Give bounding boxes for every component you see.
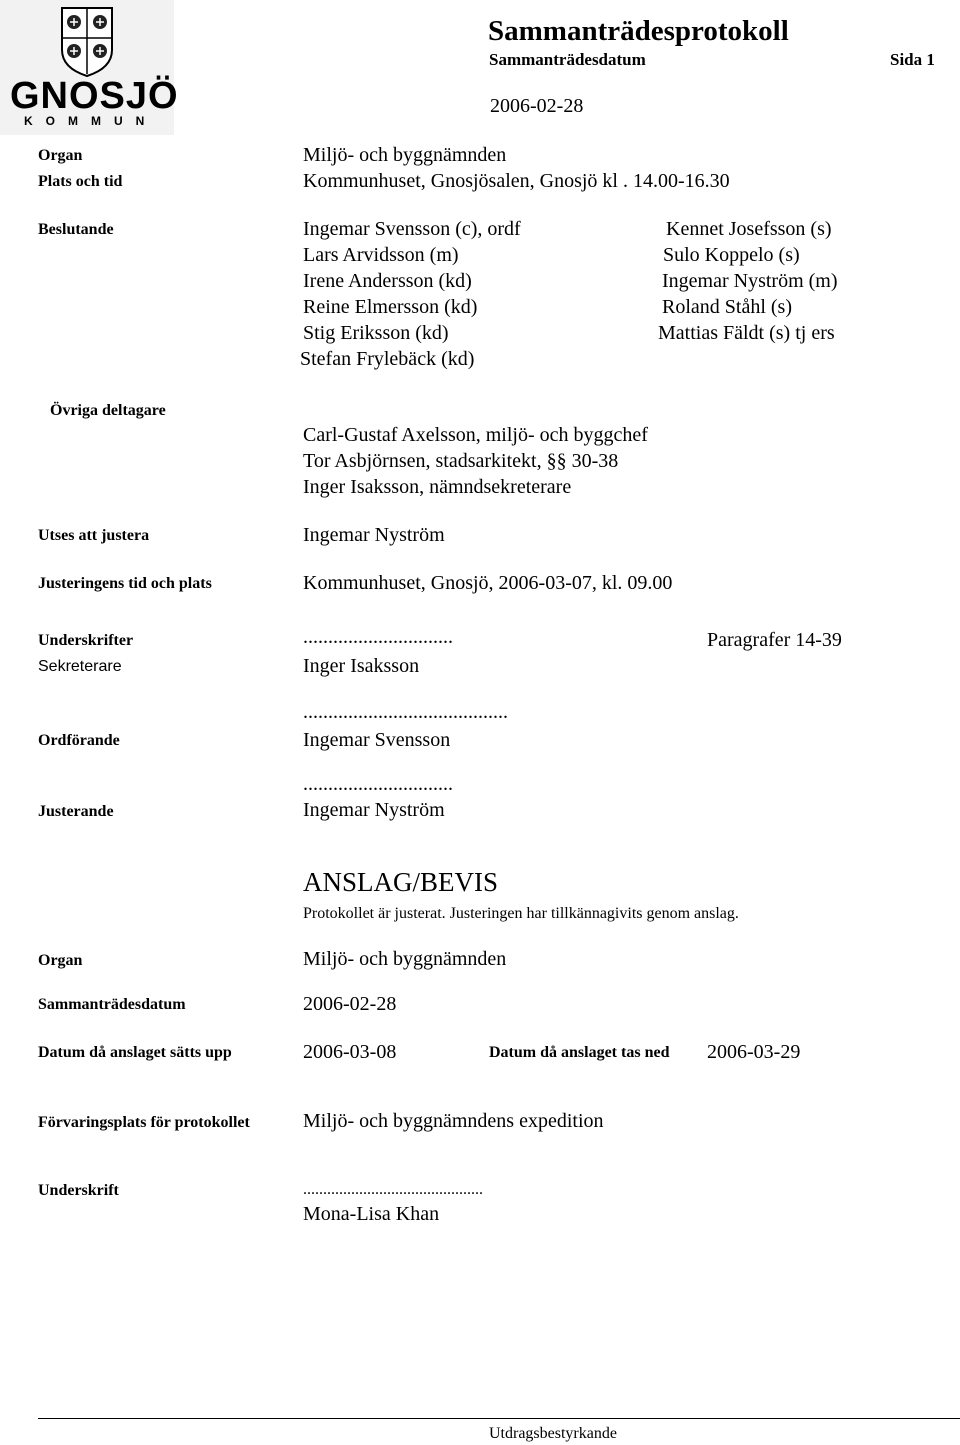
chair-name: Ingemar Svensson [303, 729, 451, 751]
secretary-label: Sekreterare [38, 658, 122, 675]
adjuster-signature-label: Justerande [38, 803, 114, 820]
secretary-signature-line: .............................. [303, 626, 453, 648]
storage-label: Förvaringsplats för protokollet [38, 1114, 250, 1131]
place-value: Kommunhuset, Gnosjösalen, Gnosjö kl . 14.00-16.30 [303, 170, 730, 192]
adjustment-time-value: Kommunhuset, Gnosjö, 2006-03-07, kl. 09.00 [303, 572, 673, 594]
adjuster-value: Ingemar Nyström [303, 524, 445, 546]
organ-label: Organ [38, 147, 83, 164]
other-participant: Tor Asbjörnsen, stadsarkitekt, §§ 30-38 [303, 450, 619, 472]
decision-maker: Sulo Koppelo (s) [663, 244, 800, 266]
decision-maker: Roland Ståhl (s) [662, 296, 792, 318]
notice-title: ANSLAG/BEVIS [303, 867, 499, 897]
signature-name: Mona-Lisa Khan [303, 1203, 440, 1225]
adjuster-signature-line: .............................. [303, 773, 453, 795]
adjuster-signature-name: Ingemar Nyström [303, 799, 445, 821]
signatures-label: Underskrifter [38, 632, 134, 649]
logo-brand: GNOSJÖ [10, 75, 179, 117]
logo-subtitle: KOMMUN [24, 114, 158, 128]
notice-date-value: 2006-02-28 [303, 993, 397, 1015]
chair-signature-line: ......................................... [303, 701, 508, 723]
storage-value: Miljö- och byggnämndens expedition [303, 1110, 604, 1132]
place-label: Plats och tid [38, 173, 123, 190]
removed-date-label: Datum då anslaget tas ned [489, 1044, 670, 1061]
notice-organ-value: Miljö- och byggnämnden [303, 948, 507, 970]
decision-maker: Irene Andersson (kd) [303, 270, 472, 292]
document-title: Sammanträdesprotokoll [488, 15, 789, 47]
notice-text: Protokollet är justerat. Justeringen har tillkännagivits genom anslag. [303, 905, 739, 922]
footer-divider [38, 1418, 960, 1419]
footer-text: Utdragsbestyrkande [489, 1425, 617, 1442]
decision-maker: Mattias Fäldt (s) tj ers [658, 322, 835, 344]
decision-maker: Stefan Frylebäck (kd) [300, 348, 475, 370]
other-participant: Inger Isaksson, nämndsekreterare [303, 476, 572, 498]
decision-maker: Ingemar Svensson (c), ordf [303, 218, 521, 240]
secretary-name: Inger Isaksson [303, 655, 420, 677]
other-participant: Carl-Gustaf Axelsson, miljö- och byggchef [303, 424, 648, 446]
decision-maker: Stig Eriksson (kd) [303, 322, 449, 344]
decision-maker: Reine Elmersson (kd) [303, 296, 478, 318]
posted-date-label: Datum då anslaget sätts upp [38, 1044, 232, 1061]
header-date: 2006-02-28 [490, 95, 584, 117]
adjuster-label: Utses att justera [38, 527, 150, 544]
organ-value: Miljö- och byggnämnden [303, 144, 507, 166]
paragraphs-range: Paragrafer 14-39 [707, 629, 842, 651]
decision-maker: Lars Arvidsson (m) [303, 244, 459, 266]
municipality-logo [0, 0, 179, 135]
decision-makers-label: Beslutande [38, 221, 114, 238]
signature-label: Underskrift [38, 1182, 119, 1199]
adjustment-time-label: Justeringens tid och plats [38, 575, 212, 592]
notice-organ-label: Organ [38, 952, 83, 969]
signature-line: ............................................. [303, 1181, 483, 1198]
decision-maker: Kennet Josefsson (s) [666, 218, 832, 240]
posted-date-value: 2006-03-08 [303, 1041, 397, 1063]
others-label: Övriga deltagare [50, 402, 166, 419]
header-date-label: Sammanträdesdatum [489, 50, 646, 69]
decision-maker: Ingemar Nyström (m) [662, 270, 838, 292]
notice-date-label: Sammanträdesdatum [38, 996, 186, 1013]
chair-label: Ordförande [38, 732, 120, 749]
page-number: Sida 1 [890, 50, 935, 69]
removed-date-value: 2006-03-29 [707, 1041, 801, 1063]
